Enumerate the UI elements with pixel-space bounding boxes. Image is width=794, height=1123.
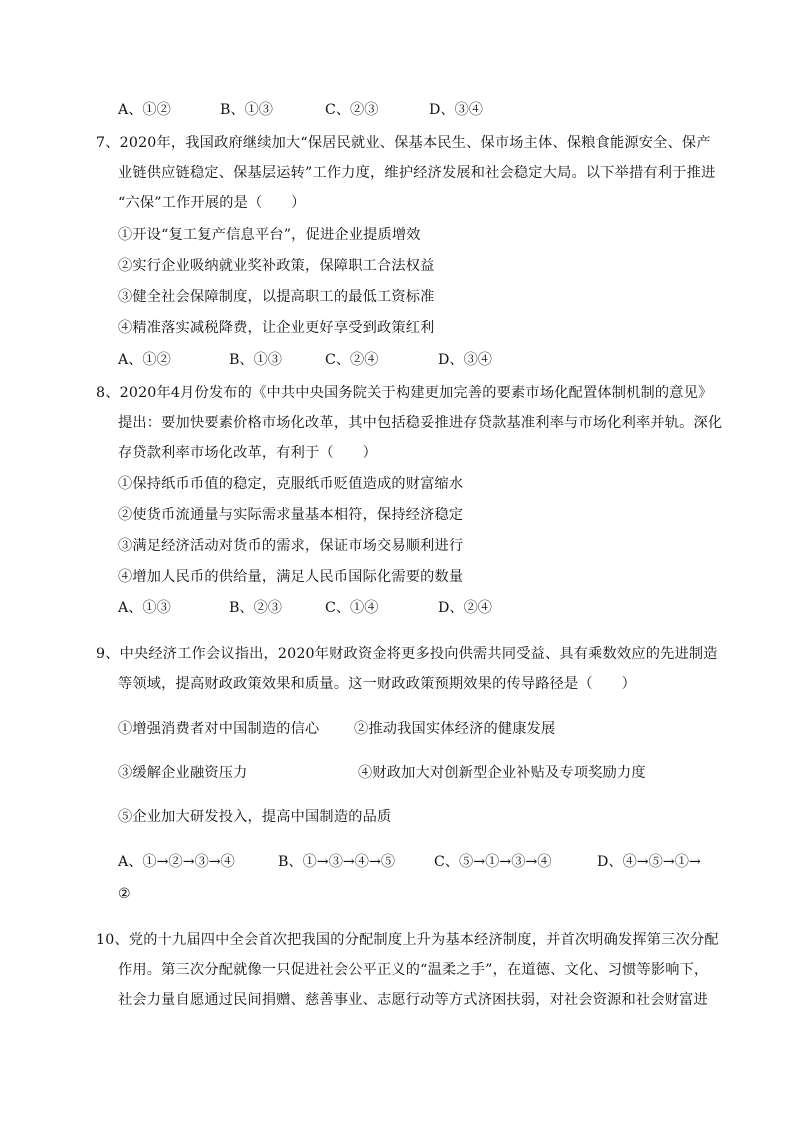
- q9-item-2: ②推动我国实体经济的健康发展: [354, 721, 556, 737]
- q7-option-b: B、①③: [229, 352, 282, 368]
- q9-stem-line-1: 9、中央经济工作会议指出，2020年财政资金将更多投向供需共同受益、具有乘数效应的先进制造: [96, 646, 718, 662]
- q6-option-b: B、①③: [220, 102, 273, 118]
- q9-item-5: ⑤企业加大研发投入，提高中国制造的品质: [118, 809, 392, 825]
- q8-option-c: C、①④: [325, 600, 379, 616]
- q9-option-d-wrap: ②: [118, 886, 131, 902]
- q9-item-3: ③缓解企业融资压力: [118, 765, 248, 781]
- q6-option-a: A、①②: [118, 102, 171, 118]
- q9-option-a: A、①→②→③→④: [118, 854, 235, 870]
- q10-stem-line-3: 社会力量自愿通过民间捐赠、慈善事业、志愿行动等方式济困扶弱，对社会资源和社会财富进: [118, 992, 708, 1008]
- q8-option-b: B、②③: [229, 600, 282, 616]
- q6-option-c: C、②③: [325, 102, 379, 118]
- q9-item-4: ④财政加大对创新型企业补贴及专项奖励力度: [358, 765, 646, 781]
- q7-item-3: ③健全社会保障制度，以提高职工的最低工资标准: [118, 289, 435, 305]
- q7-stem-line-1: 7、2020年，我国政府继续加大“保居民就业、保基本民生、保市场主体、保粮食能源安全、保产: [96, 135, 711, 151]
- q7-stem-line-2: 业链供应链稳定、保基层运转”工作力度，维护经济发展和社会稳定大局。以下举措有利于推进: [118, 165, 716, 181]
- q7-item-4: ④精准落实减税降费，让企业更好享受到政策红利: [118, 320, 435, 336]
- q6-option-d: D、③④: [429, 102, 483, 118]
- q7-item-1: ①开设“复工复产信息平台”，促进企业提质增效: [118, 227, 421, 243]
- q7-option-a: A、①②: [118, 352, 171, 368]
- q9-item-1: ①增强消费者对中国制造的信心: [118, 721, 320, 737]
- q9-option-c: C、⑤→①→③→④: [434, 854, 552, 870]
- q8-item-3: ③满足经济活动对货币的需求，保证市场交易顺利进行: [118, 538, 464, 554]
- q8-stem-line-1: 8、2020年4月份发布的《中共中央国务院关于构建更加完善的要素市场化配置体制机制的意见》: [96, 385, 713, 401]
- q8-stem-line-2: 提出：要加快要素价格市场化改革，其中包括稳妥推进存贷款基准利率与市场化利率并轨。深化: [118, 415, 723, 431]
- q8-option-a: A、①③: [118, 600, 171, 616]
- q9-stem-line-2: 等领域，提高财政政策效果和质量。这一财政政策预期效果的传导路径是（ ）: [118, 676, 636, 692]
- q8-item-2: ②使货币流通量与实际需求量基本相符，保持经济稳定: [118, 507, 464, 523]
- q8-item-1: ①保持纸币币值的稳定，克服纸币贬值造成的财富缩水: [118, 476, 464, 492]
- q10-stem-line-1: 10、党的十九届四中全会首次把我国的分配制度上升为基本经济制度，并首次明确发挥第三次分配: [96, 932, 719, 948]
- q7-stem-line-3: “六保”工作开展的是（ ）: [118, 195, 306, 211]
- q8-stem-line-3: 存贷款利率市场化改革，有利于（ ）: [118, 445, 377, 461]
- q9-option-d: D、④→⑤→①→: [597, 854, 701, 870]
- q7-item-2: ②实行企业吸纳就业奖补政策，保障职工合法权益: [118, 258, 435, 274]
- q10-stem-line-2: 作用。第三次分配就像一只促进社会公平正义的“温柔之手”，在道德、文化、习惯等影响下，: [118, 962, 709, 978]
- q9-option-b: B、①→③→④→⑤: [278, 854, 396, 870]
- q7-option-d: D、③④: [438, 352, 492, 368]
- q8-item-4: ④增加人民币的供给量，满足人民币国际化需要的数量: [118, 569, 464, 585]
- q8-option-d: D、②④: [438, 600, 492, 616]
- q7-option-c: C、②④: [325, 352, 379, 368]
